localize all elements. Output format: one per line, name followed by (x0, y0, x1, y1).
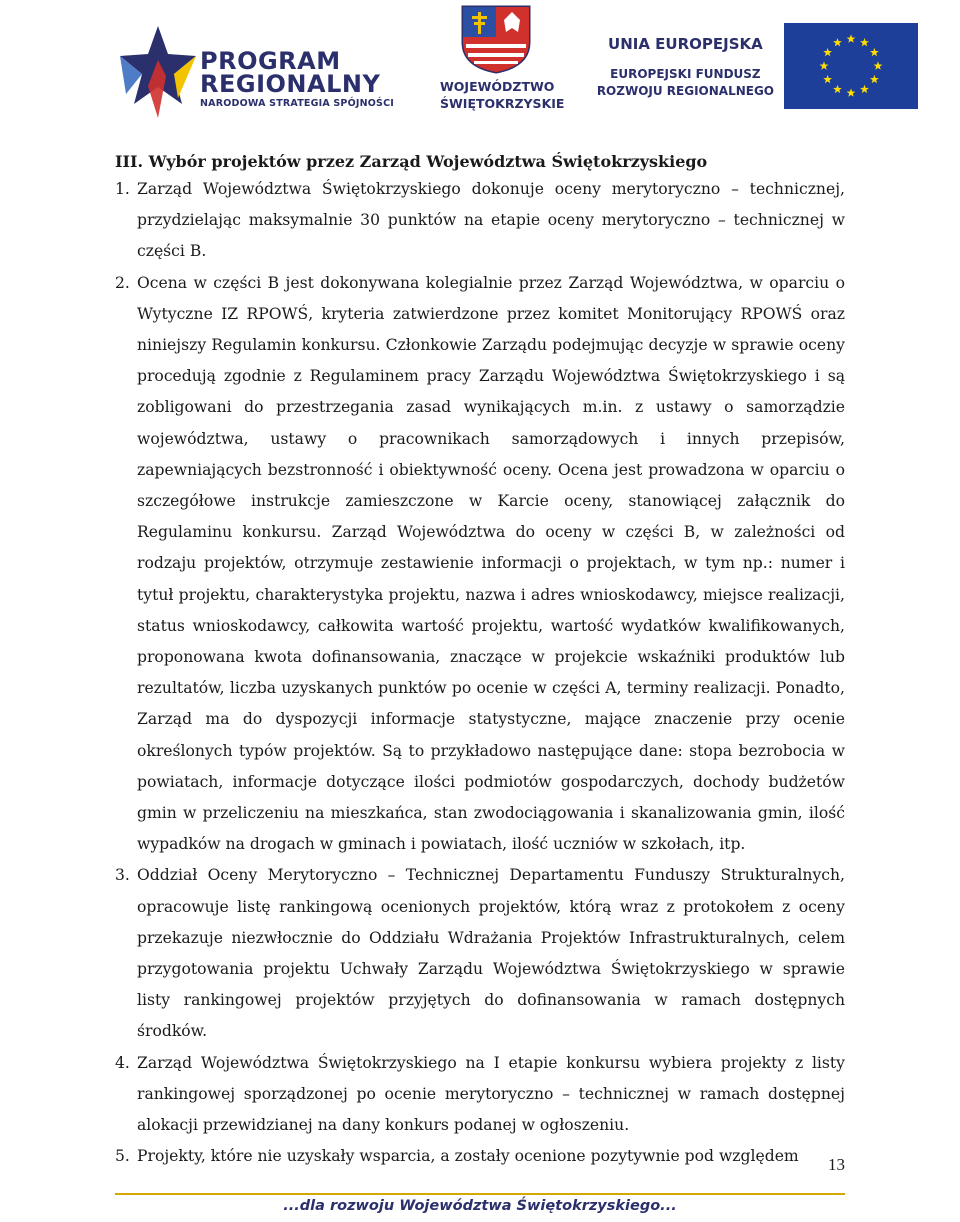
wojewodztwo-logo-line1: WOJEWÓDZTWO (440, 79, 555, 94)
item-number: 4. (115, 1053, 130, 1072)
program-logo-subtitle: NARODOWA STRATEGIA SPÓJNOŚCI (200, 98, 394, 109)
page-header (0, 0, 960, 125)
coat-of-arms-icon (460, 4, 532, 74)
program-regionalny-logo (118, 24, 408, 120)
item-number: 2. (115, 273, 130, 292)
item-text: Oddział Oceny Merytoryczno – Technicznej Departamentu Funduszy Strukturalnych, opracowuje listę rankingową ocenionych projektów, którą wraz z protokołem z oceny przekazuje niezwłocznie do Oddziału Wdrażania Projektów Infrastrukturalnych, celem przygotowania projektu Uchwały Zarządu Województwa Świętokrzyskiego w sprawie listy rankingowej projektów przyjętych do dofinansowania w ramach dostępnych środków. (137, 866, 845, 1041)
eu-logo (596, 22, 922, 112)
section-heading: III. Wybór projektów przez Zarząd Województwa Świętokrzyskiego (115, 152, 708, 171)
eu-logo-line1: EUROPEJSKI FUNDUSZ (610, 67, 761, 81)
program-logo-line2: REGIONALNY (200, 70, 381, 98)
page-number: 13 (828, 1155, 845, 1174)
footer-divider (115, 1193, 845, 1195)
list-item (115, 174, 845, 268)
numbered-list (115, 174, 845, 1173)
wojewodztwo-logo (440, 4, 565, 116)
item-number: 5. (115, 1147, 130, 1166)
item-text: Zarząd Województwa Świętokrzyskiego dokonuje oceny merytoryczno – technicznej, przydzielając maksymalnie 30 punktów na etapie oceny merytoryczno – technicznej w części B. (137, 180, 845, 261)
document-body (115, 150, 845, 1173)
wojewodztwo-logo-line2: ŚWIĘTOKRZYSKIE (440, 96, 565, 111)
eu-logo-title: UNIA EUROPEJSKA (608, 35, 763, 53)
star-icon (118, 24, 198, 120)
list-item (115, 1141, 845, 1172)
footer-slogan: ...dla rozwoju Województwa Świętokrzyskiego... (283, 1198, 677, 1214)
eu-logo-line2: ROZWOJU REGIONALNEGO (596, 84, 774, 98)
item-number: 1. (115, 180, 130, 198)
list-item (115, 268, 845, 861)
item-text: Zarząd Województwa Świętokrzyskiego na I etapie konkursu wybiera projekty z listy rankingowej sporządzonej po ocenie merytoryczno – technicznej w ramach dostępnej alokacji przewidzianej na dany konkurs podanej w ogłoszeniu. (137, 1053, 845, 1135)
list-item (115, 1048, 845, 1142)
eu-flag-icon (784, 23, 918, 109)
item-number: 3. (115, 866, 130, 885)
list-item (115, 860, 845, 1047)
program-logo-line1: PROGRAM (200, 47, 341, 75)
item-text: Ocena w części B jest dokonywana kolegialnie przez Zarząd Województwa, w oparciu o Wytyczne IZ RPOWŚ, kryteria zatwierdzone przez komitet Monitorujący RPOWŚ oraz niniejszy Regulamin konkursu. Członkowie Zarządu podejmując decyzje w sprawie oceny procedują zgodnie z Regulaminem pracy Zarządu Województwa Świętokrzyskiego i są zobligowani do przestrzegania zasad wynikających m.in. z ustawy o samorządzie województwa, ustawy o pracownikach samorządowych i innych przepisów, zapewniających bezstronność i obiektywność oceny. Ocena jest prowadzona w oparciu o szczegółowe instrukcje zamieszczone w Karcie oceny, stanowiącej załącznik do Regulaminu konkursu. Zarząd Województwa do oceny w części B, w zależności od rodzaju projektów, otrzymuje zestawienie informacji o projektach, w tym np.: numer i tytuł projektu, charakterystyka projektu, nazwa i adres wnioskodawcy, miejsce realizacji, status wnioskodawcy, całkowita wartość projektu, wartość wydatków kwalifikowanych, proponowana kwota dofinansowania, znaczące w projekcie wskaźniki produktów lub rezultatów, liczba uzyskanych punktów po ocenie w części A, terminy realizacji. Ponadto, Zarząd ma do dyspozycji informacje statystyczne, mające znaczenie przy ocenie określonych typów projektów. Są to przykładowo następujące dane: stopa bezrobocia w powiatach, informacje dotyczące ilości podmiotów gospodarczych, dochody budżetów gmin w przeliczeniu na mieszkańca, stan zwodociągowania i skanalizowania gmin, ilość wypadków na drogach w gminach i powiatach, ilość uczniów w szkołach, itp. (137, 273, 845, 854)
item-text: Projekty, które nie uzyskały wsparcia, a zostały ocenione pozytywnie pod względem (137, 1147, 799, 1166)
